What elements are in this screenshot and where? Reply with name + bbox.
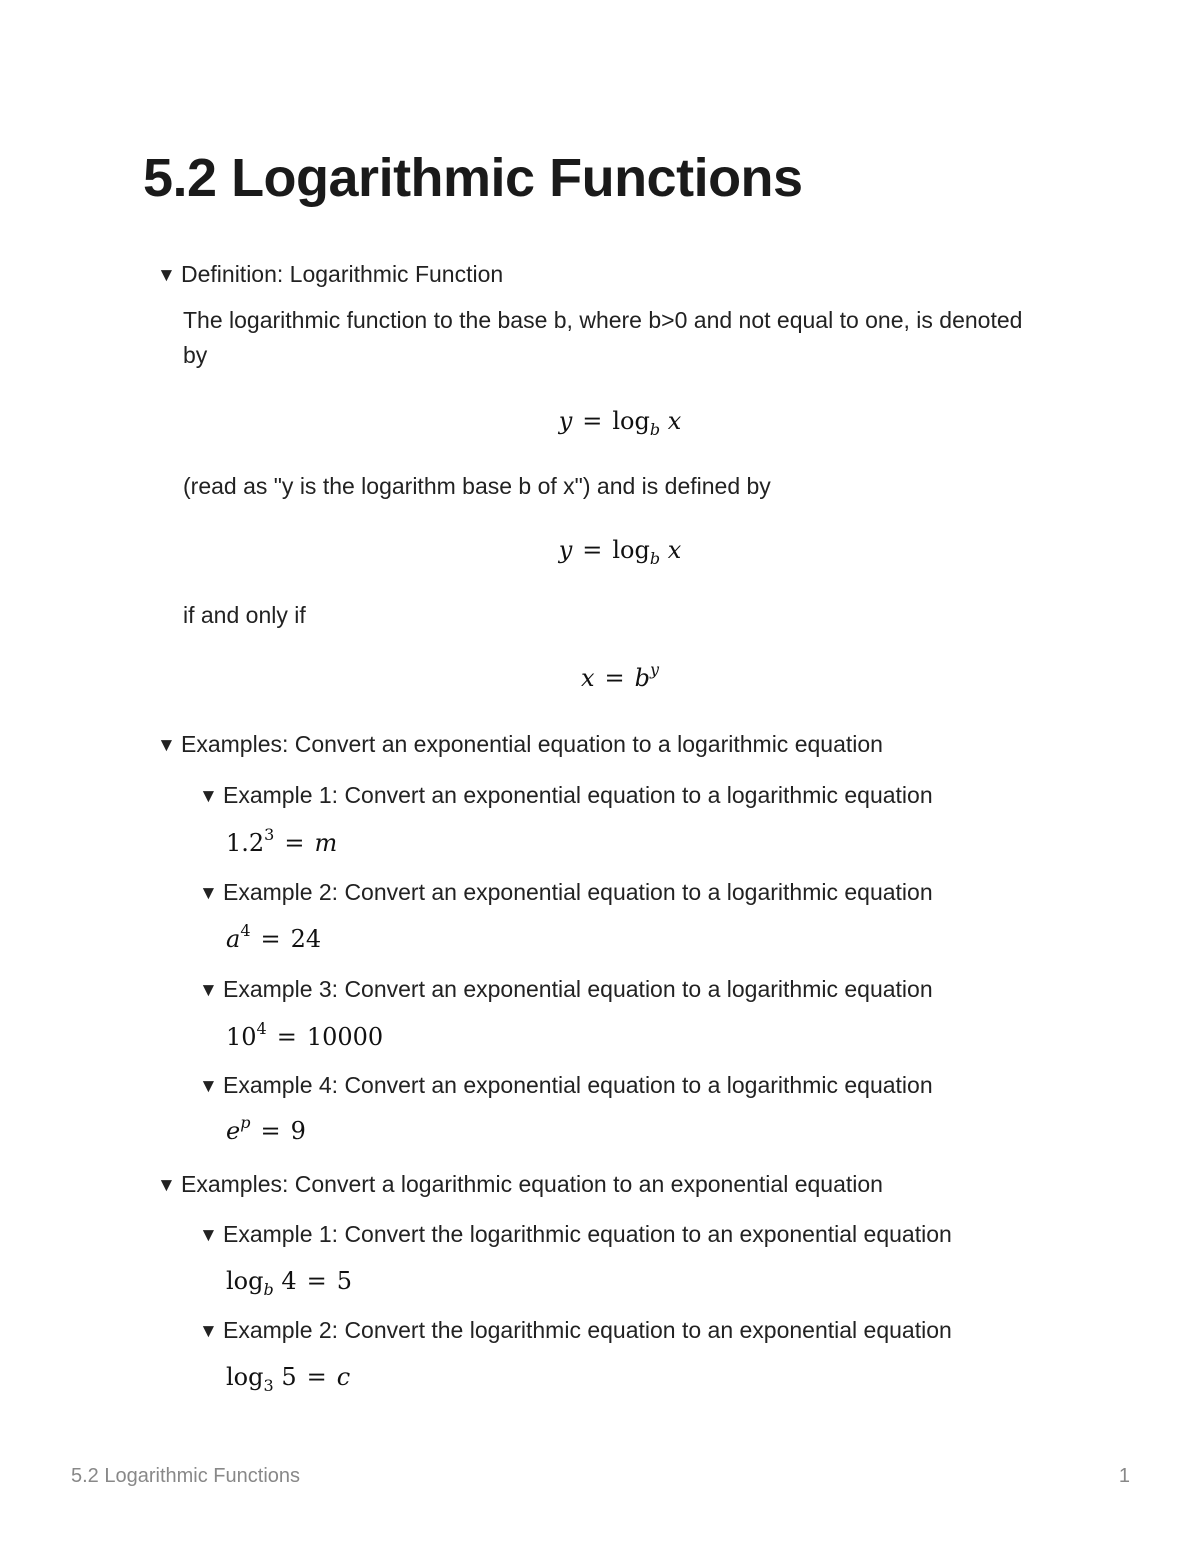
toggle-exp-example-4[interactable]: [199, 1069, 933, 1103]
toggle-label: Examples: Convert a logarithmic equation to an exponential equation: [181, 1171, 883, 1197]
toggle-label: Definition: Logarithmic Function: [181, 261, 504, 287]
page-title: 5.2 Logarithmic Functions: [143, 148, 803, 208]
toggle-exp-example-1[interactable]: [199, 779, 933, 813]
toggle-label: Example 1: Convert an exponential equation to a logarithmic equation: [223, 782, 933, 808]
toggle-label: Example 1: Convert the logarithmic equation to an exponential equation: [223, 1221, 952, 1247]
triangle-down-icon[interactable]: ▼: [157, 735, 176, 756]
toggle-log-to-exp[interactable]: [157, 1168, 883, 1202]
triangle-down-icon[interactable]: ▼: [199, 980, 218, 1001]
toggle-label: Example 3: Convert an exponential equation to a logarithmic equation: [223, 976, 933, 1002]
triangle-down-icon[interactable]: ▼: [199, 1076, 218, 1097]
definition-read-as: (read as "y is the logarithm base b of x") and is defined by: [183, 473, 771, 499]
triangle-down-icon[interactable]: ▼: [199, 1321, 218, 1342]
triangle-down-icon[interactable]: ▼: [199, 786, 218, 807]
toggle-label: Examples: Convert an exponential equation to a logarithmic equation: [181, 731, 883, 757]
triangle-down-icon[interactable]: ▼: [199, 1225, 218, 1246]
footer-title: 5.2 Logarithmic Functions: [71, 1465, 301, 1487]
equation-exp-example-4: $e^p = 9$: [226, 1113, 306, 1145]
equation-exp-example-2: $a^4 = 24$: [226, 921, 322, 953]
toggle-label: Example 4: Convert an exponential equation to a logarithmic equation: [223, 1072, 933, 1098]
toggle-label: Example 2: Convert the logarithmic equation to an exponential equation: [223, 1317, 952, 1343]
page-number: 1: [1118, 1465, 1130, 1487]
triangle-down-icon[interactable]: ▼: [157, 1175, 176, 1196]
toggle-exp-example-2[interactable]: [199, 876, 933, 910]
equation-exp-example-1: $1.2^3 = m$: [226, 825, 338, 857]
definition-iff: if and only if: [183, 602, 306, 628]
equation-log-example-2: $\log_3 5 = c$: [226, 1363, 351, 1395]
toggle-log-example-1[interactable]: [199, 1218, 952, 1252]
toggle-exp-to-log[interactable]: [157, 728, 883, 762]
triangle-down-icon[interactable]: ▼: [199, 883, 218, 904]
equation-exp-example-3: $10^4 = 10000$: [226, 1019, 384, 1051]
equation-log-defined: $y = \log_b x$: [558, 536, 682, 568]
toggle-exp-example-3[interactable]: [199, 973, 933, 1007]
equation-exponential-form: $x = b^y$: [580, 660, 660, 692]
definition-paragraph: The logarithmic function to the base b, where b>0 and not equal to one, is denoted by: [183, 307, 1023, 368]
toggle-label: Example 2: Convert an exponential equation to a logarithmic equation: [223, 879, 933, 905]
triangle-down-icon[interactable]: ▼: [157, 265, 176, 286]
equation-log-definition: $y = \log_b x$: [558, 407, 682, 439]
toggle-definition[interactable]: [157, 258, 503, 292]
equation-log-example-1: $\log_b 4 = 5$: [226, 1267, 353, 1299]
toggle-log-example-2[interactable]: [199, 1314, 952, 1348]
